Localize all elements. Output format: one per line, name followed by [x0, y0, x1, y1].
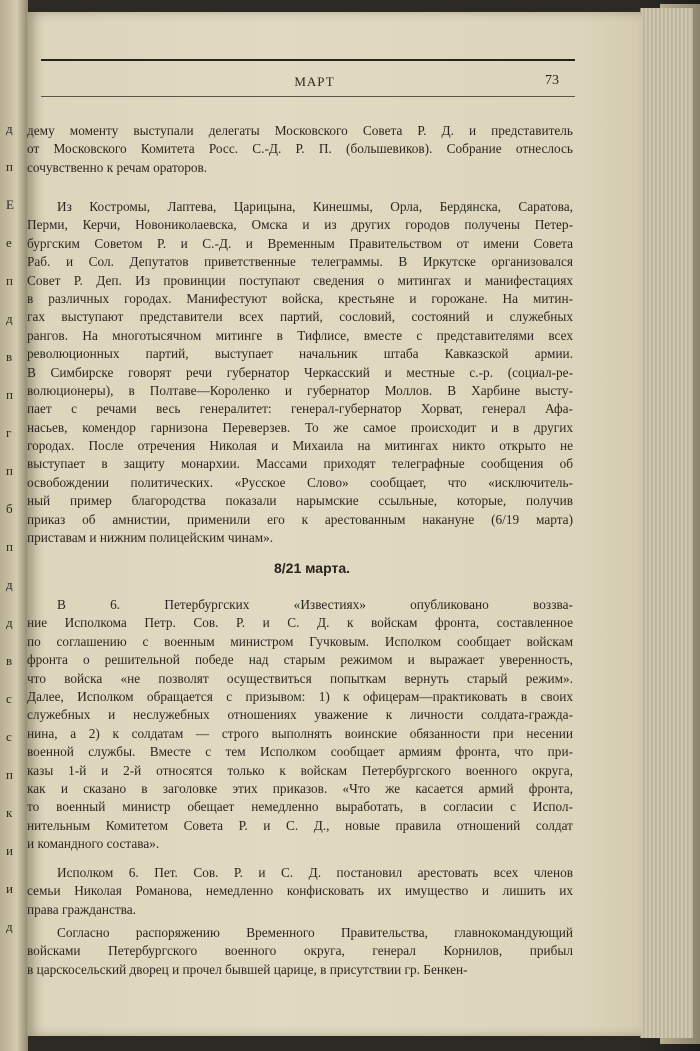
text-line: Раб. и Сол. Депутатов приветственные телеграммы. В Иркутске организовался: [27, 254, 573, 270]
text-line: как и сказано в заголовке этих приказов. «Что же касается армий фронта,: [27, 780, 573, 796]
text-line: нительным Комитетом Совета Р. и С. Д., новые правила отношений солдат: [27, 817, 573, 833]
paragraph-4: [27, 864, 573, 919]
text-line: бургским Советом Р. и С.-Д. и Временным Правительством от имени Совета: [27, 235, 573, 251]
text-line: В 6. Петербургских «Известиях» опубликовано воззва-: [57, 597, 573, 612]
book-page: [27, 12, 642, 1036]
left-page-fragment: п: [6, 463, 13, 478]
text-line: насьев, комендор гарнизона Переверзев. То же самое происходит и в других: [27, 419, 573, 435]
text-line: права гражданства.: [27, 901, 137, 917]
text-line: В Симбирске говорят речи губернатор Черкасский и местные с.-р. (социал-ре-: [27, 364, 573, 380]
text-line: в различных городах. Манифестуют войска, крестьяне и горожане. На митин-: [27, 290, 573, 306]
left-page-fragment: п: [6, 273, 13, 288]
text-line: Исполком 6. Пет. Сов. Р. и С. Д. постановил арестовать всех членов: [57, 865, 573, 880]
text-line: то военный министр обещает немедленно выработать, в согласии с Испол-: [27, 799, 573, 815]
text-line: Совет Р. Деп. Из провинции поступают сведения о митингах и манифестациях: [27, 272, 573, 288]
left-page-fragment: с: [6, 729, 12, 744]
text-line: гах выступают представители всех партий, сословий, состояний и служебных: [27, 309, 573, 325]
text-line: нина, а 2) к солдатам — строго выполнять воинские обязанности при несении: [27, 725, 573, 741]
paragraph-2: [27, 198, 573, 547]
left-page-fragment: п: [6, 159, 13, 174]
text-line: освобождении политических. «Русское Слово» сообщает, что «исключитель-: [27, 474, 573, 490]
left-page-fragment: б: [6, 501, 13, 516]
text-line: что войска «не позволят осуществиться попыткам вернуть старый режим».: [27, 670, 573, 686]
date-heading: 8/21 марта.: [274, 560, 350, 576]
page-number: 73: [545, 73, 559, 88]
text-line: войсками Петербургского военного округа, генерал Корнилов, прибыл: [27, 943, 573, 959]
left-page-fragment: д: [6, 919, 13, 934]
left-page-fragment: г: [6, 425, 12, 440]
text-line: в царскосельский дворец и прочел бывшей царице, в присутствии гр. Бенкен-: [27, 961, 468, 977]
paragraph-1: [27, 122, 573, 177]
text-line: городах. После отречения Николая и Михаила на митингах никто открыто не: [27, 438, 573, 454]
text-line: выступает в защиту монархии. Массами приходят телеграфные сообщения об: [27, 456, 573, 472]
left-page-fragment: и: [6, 843, 13, 858]
header-sub-rule: [41, 96, 575, 97]
text-line: и командного состава».: [27, 836, 160, 852]
left-page-fragment: д: [6, 121, 13, 136]
left-page-fragment: д: [6, 577, 13, 592]
text-line: военной службы. Вместе с тем Исполком сообщает армиям фронта, что при-: [27, 744, 573, 760]
text-line: приказ об амнистии, применили его к арестованным накануне (6/19 марта): [27, 511, 573, 527]
text-line: Далее, Исполком обращается с призывом: 1) к офицерам—практиковать в своих: [27, 688, 573, 704]
left-page-fragment: к: [6, 805, 13, 820]
left-page-fragment: е: [6, 235, 12, 250]
text-line: служебных и неслужебных отношениях уважение к личности солдата-гражда-: [27, 707, 573, 723]
left-page-fragment: д: [6, 311, 13, 326]
text-line: дему моменту выступали делегаты Московского Совета Р. Д. и представитель: [27, 123, 573, 138]
header-rule: [41, 59, 575, 61]
page-stack-edge: [640, 8, 693, 1038]
paragraph-3: [27, 596, 573, 853]
left-page-fragment: п: [6, 539, 13, 554]
left-facing-page: [0, 0, 28, 1051]
text-line: семьи Николая Романова, немедленно конфисковать их имущество и лишить их: [27, 883, 573, 899]
text-line: волюционеры), в Полтаве—Короленко и губернатор Моллов. В Харбине высту-: [27, 382, 573, 398]
text-line: революционных партий, выступает начальник штаба Кавказской армии.: [27, 346, 573, 362]
left-page-fragment: д: [6, 615, 13, 630]
text-line: казы 1-й и 2-й относятся только к войскам Петербургского военного округа,: [27, 762, 573, 778]
text-line: по соглашению с военным министром Гучковым. Исполком сообщает войскам: [27, 633, 573, 649]
text-line: пает с речами весь генералитет: генерал-губернатор Хорват, генерал Афа-: [27, 401, 573, 417]
text-line: рангов. На многотысячном митинге в Тифлисе, вместе с представителями всех: [27, 327, 573, 343]
left-page-fragment: Е: [6, 197, 14, 212]
text-line: от Московского Комитета Росс. С.-Д. Р. П. (большевиков). Собрание отнеслось: [27, 141, 573, 157]
left-page-fragment: в: [6, 349, 13, 364]
left-page-fragment: и: [6, 881, 13, 896]
left-page-fragment: п: [6, 767, 13, 782]
text-line: приставам и нижним полицейским чинам».: [27, 530, 274, 546]
text-line: фронта о решительной победе над старым режимом и выражает уверенность,: [27, 652, 573, 668]
text-line: Из Костромы, Лаптева, Царицына, Кинешмы, Орла, Бердянска, Саратова,: [57, 199, 573, 214]
running-head: МАРТ: [294, 74, 335, 89]
left-page-fragment: п: [6, 387, 13, 402]
left-page-fragment: в: [6, 653, 13, 668]
paragraph-5: [27, 924, 573, 979]
text-line: Согласно распоряжению Временного Правительства, главнокомандующий: [57, 925, 573, 940]
text-line: ние Исполкома Петр. Сов. Р. и С. Д. к войскам фронта, составленное: [27, 615, 573, 631]
left-page-fragment: с: [6, 691, 12, 706]
text-line: ный пример благородства показали нарымские ссыльные, которые, получив: [27, 493, 573, 509]
text-line: Перми, Керчи, Новониколаевска, Омска и из других городов получены Петер-: [27, 217, 573, 233]
text-line: сочувственно к речам ораторов.: [27, 159, 208, 175]
